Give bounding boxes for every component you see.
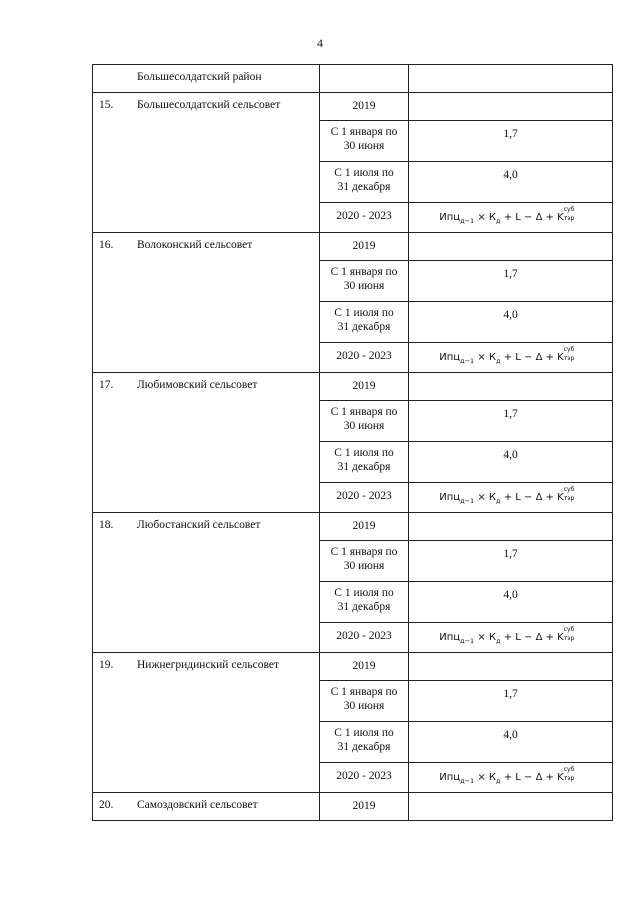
formula-cell [409, 483, 613, 513]
formula-sub: тэр [563, 635, 575, 642]
range-cell [320, 763, 409, 793]
formula-sub: тэр [563, 355, 575, 362]
formula-text [409, 483, 612, 505]
formula-text [409, 763, 612, 785]
value-text: 1,7 [503, 268, 518, 280]
formula-text [409, 203, 612, 225]
settlement-cell [93, 93, 320, 233]
period-line: С 1 января по [330, 546, 398, 558]
value-cell [409, 541, 613, 582]
period-line: 30 июня [343, 700, 385, 712]
settlement-row [93, 793, 613, 821]
settlement-number: 19. [99, 659, 114, 671]
settlement-label [93, 653, 319, 671]
value-cell [409, 261, 613, 302]
settlement-name: Нижнегридинский сельсовет [137, 659, 279, 671]
formula-rest: + L − Δ + K [500, 492, 564, 503]
formula-main: Ипц [439, 772, 461, 783]
range-text: 2020 - 2023 [336, 210, 392, 222]
value-text: 4,0 [503, 169, 518, 181]
period-cell [320, 261, 409, 302]
period-line: С 1 июля по [334, 447, 394, 459]
district-cell [93, 65, 320, 93]
formula-cell [409, 623, 613, 653]
formula-main: Ипц [439, 212, 461, 223]
settlement-cell [93, 653, 320, 793]
formula-cell [409, 343, 613, 373]
year-text: 2019 [352, 660, 376, 672]
formula-rest: + L − Δ + K [500, 772, 564, 783]
formula-mid: × К [474, 632, 497, 643]
formula-sub: тэр [563, 775, 575, 782]
formula-supsub [563, 626, 582, 642]
year-text: 2019 [352, 520, 376, 532]
formula-supsub [563, 346, 582, 362]
period-line: 31 декабря [337, 741, 391, 753]
formula-mid: × К [474, 212, 497, 223]
formula-sup: суб [563, 486, 575, 493]
formula-text [409, 623, 612, 645]
empty-cell [320, 65, 409, 93]
period-line: С 1 января по [330, 686, 398, 698]
period-line: 31 декабря [337, 181, 391, 193]
period-cell [320, 302, 409, 343]
settlement-row [93, 373, 613, 401]
formula-supsub [563, 486, 582, 502]
value-text: 4,0 [503, 309, 518, 321]
period-text [320, 121, 408, 153]
year-text: 2019 [352, 800, 376, 812]
settlement-label [93, 513, 319, 531]
range-text: 2020 - 2023 [336, 350, 392, 362]
settlement-name: Любостанский сельсовет [137, 519, 261, 531]
empty-cell [409, 653, 613, 681]
period-line: 31 декабря [337, 461, 391, 473]
formula-rest: + L − Δ + K [500, 352, 564, 363]
formula-sub: д [496, 497, 501, 505]
formula-sub: д−1 [460, 497, 475, 505]
year-text: 2019 [352, 380, 376, 392]
period-line: 31 декабря [337, 601, 391, 613]
year-cell [320, 513, 409, 541]
period-line: 30 июня [343, 560, 385, 572]
period-cell [320, 722, 409, 763]
empty-cell [409, 65, 613, 93]
range-cell [320, 343, 409, 373]
settlement-name: Волоконский сельсовет [137, 239, 253, 251]
value-cell [409, 401, 613, 442]
formula-cell [409, 203, 613, 233]
formula-sup: суб [563, 346, 575, 353]
period-text [320, 442, 408, 474]
value-text: 1,7 [503, 688, 518, 700]
settlement-number: 16. [99, 239, 114, 251]
period-text [320, 302, 408, 334]
formula-sub: тэр [563, 495, 575, 502]
formula-sub: д−1 [460, 357, 475, 365]
settlement-cell [93, 233, 320, 373]
value-text: 1,7 [503, 408, 518, 420]
period-text [320, 681, 408, 713]
value-cell [409, 582, 613, 623]
settlement-row [93, 653, 613, 681]
settlement-number: 20. [99, 799, 114, 811]
formula-main: Ипц [439, 492, 461, 503]
formula-main: Ипц [439, 632, 461, 643]
settlement-name: Большесолдатский сельсовет [137, 99, 281, 111]
value-cell [409, 442, 613, 483]
settlement-number: 18. [99, 519, 114, 531]
value-cell [409, 121, 613, 162]
formula-main: Ипц [439, 352, 461, 363]
settlement-cell [93, 513, 320, 653]
formula-mid: × К [474, 772, 497, 783]
range-text: 2020 - 2023 [336, 630, 392, 642]
empty-cell [409, 513, 613, 541]
formula-mid: × К [474, 492, 497, 503]
formula-sub: д [496, 777, 501, 785]
value-cell [409, 722, 613, 763]
period-line: С 1 января по [330, 266, 398, 278]
formula-sup: суб [563, 626, 575, 633]
settlement-name: Самоздовский сельсовет [137, 799, 258, 811]
formula-cell [409, 763, 613, 793]
period-cell [320, 121, 409, 162]
range-cell [320, 623, 409, 653]
empty-cell [409, 233, 613, 261]
value-text: 1,7 [503, 548, 518, 560]
formula-sub: д−1 [460, 777, 475, 785]
settlement-row [93, 513, 613, 541]
year-cell [320, 233, 409, 261]
year-cell [320, 653, 409, 681]
settlement-name: Любимовский сельсовет [137, 379, 258, 391]
period-text [320, 722, 408, 754]
tariff-table [92, 64, 613, 821]
empty-cell [409, 793, 613, 821]
period-line: С 1 января по [330, 126, 398, 138]
formula-text [409, 343, 612, 365]
period-cell [320, 162, 409, 203]
formula-sub: д [496, 217, 501, 225]
range-text: 2020 - 2023 [336, 770, 392, 782]
formula-sub: д−1 [460, 217, 475, 225]
value-text: 4,0 [503, 589, 518, 601]
settlement-number: 15. [99, 99, 114, 111]
range-cell [320, 203, 409, 233]
empty-cell [409, 93, 613, 121]
period-text [320, 162, 408, 194]
settlement-row [93, 93, 613, 121]
formula-sub: д−1 [460, 637, 475, 645]
formula-sub: д [496, 357, 501, 365]
formula-sub: тэр [563, 215, 575, 222]
period-line: 30 июня [343, 420, 385, 432]
period-line: С 1 июля по [334, 587, 394, 599]
formula-supsub [563, 206, 582, 222]
period-line: С 1 января по [330, 406, 398, 418]
settlement-label [93, 793, 319, 811]
period-text [320, 541, 408, 573]
formula-mid: × К [474, 352, 497, 363]
settlement-number: 17. [99, 379, 114, 391]
period-line: 30 июня [343, 280, 385, 292]
value-cell [409, 681, 613, 722]
year-cell [320, 373, 409, 401]
period-cell [320, 401, 409, 442]
district-name: Большесолдатский район [137, 71, 262, 83]
range-cell [320, 483, 409, 513]
period-cell [320, 541, 409, 582]
value-text: 4,0 [503, 449, 518, 461]
year-text: 2019 [352, 100, 376, 112]
value-text: 4,0 [503, 729, 518, 741]
settlement-row [93, 233, 613, 261]
period-cell [320, 442, 409, 483]
formula-sup: суб [563, 206, 575, 213]
period-cell [320, 582, 409, 623]
period-line: 30 июня [343, 140, 385, 152]
period-line: С 1 июля по [334, 167, 394, 179]
year-cell [320, 93, 409, 121]
empty-cell [409, 373, 613, 401]
period-cell [320, 681, 409, 722]
year-cell [320, 793, 409, 821]
value-cell [409, 302, 613, 343]
period-line: С 1 июля по [334, 727, 394, 739]
period-line: 31 декабря [337, 321, 391, 333]
formula-rest: + L − Δ + K [500, 212, 564, 223]
value-text: 1,7 [503, 128, 518, 140]
settlement-cell [93, 373, 320, 513]
settlement-label [93, 93, 319, 111]
settlement-label [93, 233, 319, 251]
district-header-row [93, 65, 613, 93]
year-text: 2019 [352, 240, 376, 252]
formula-rest: + L − Δ + K [500, 632, 564, 643]
formula-sub: д [496, 637, 501, 645]
period-text [320, 261, 408, 293]
formula-supsub [563, 766, 582, 782]
period-text [320, 582, 408, 614]
formula-sup: суб [563, 766, 575, 773]
settlement-label [93, 373, 319, 391]
value-cell [409, 162, 613, 203]
settlement-cell [93, 793, 320, 821]
period-line: С 1 июля по [334, 307, 394, 319]
page-number: 4 [317, 36, 323, 50]
range-text: 2020 - 2023 [336, 490, 392, 502]
period-text [320, 401, 408, 433]
